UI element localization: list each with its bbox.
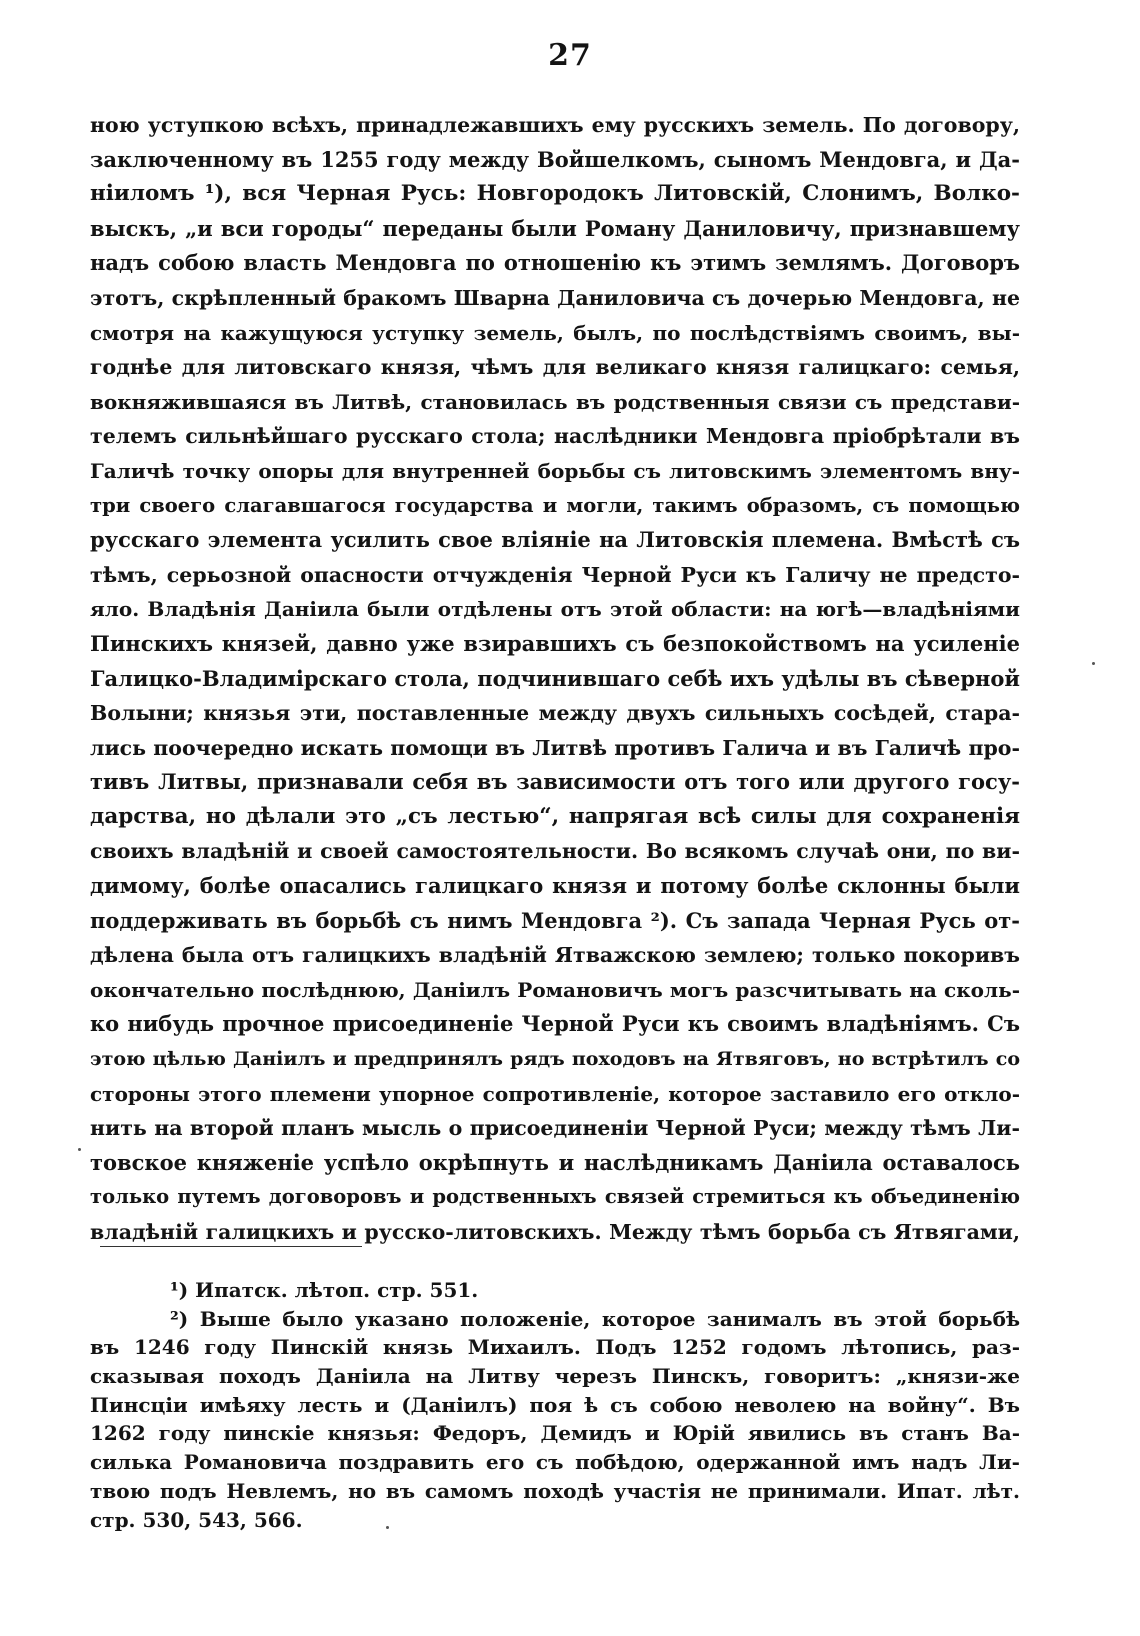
text-line: товское княженіе успѣло окрѣпнуть и наслѣдникамъ Даніила оставалось	[90, 1149, 1020, 1175]
text-line: ко нибудь прочное присоединеніе Черной Руси къ своимъ владѣніямъ. Съ	[90, 1011, 1020, 1037]
text-line: тѣмъ, серьозной опасности отчужденія Черной Руси къ Галичу не предсто-	[90, 562, 1020, 587]
text-line: димому, болѣе опасались галицкаго князя и потому болѣе склонны были	[90, 873, 1020, 899]
text-line: стороны этого племени упорное сопротивленіе, которое заставило его откло-	[90, 1081, 1020, 1106]
footnote-2-line: ²) Выше было указано положеніе, которое занималъ въ этой борьбѣ	[170, 1306, 1020, 1331]
text-line: дѣлена была отъ галицкихъ владѣній Ятважскою землею; только покоривъ	[90, 943, 1020, 968]
text-line: вокняжившаяся въ Литвѣ, становилась въ родственныя связи съ представи-	[90, 389, 1020, 414]
text-line: выскъ, „и вси городы“ переданы были Роману Даниловичу, признавшему	[90, 215, 1020, 241]
footnote-2-line: стр. 530, 543, 566.	[90, 1507, 303, 1532]
text-line: только путемъ договоровъ и родственныхъ связей стремиться къ объединенію	[90, 1185, 1020, 1209]
print-speck	[386, 1526, 389, 1529]
text-line: своихъ владѣній и своей самостоятельности. Во всякомъ случаѣ они, по ви-	[90, 839, 1020, 864]
text-line: три своего слагавшагося государства и могли, такимъ образомъ, съ помощью	[90, 493, 1020, 517]
footnote-2-line: Пинсціи имѣяху лесть и (Даніилъ) поя ѣ съ собою неволею на войну“. Въ	[90, 1392, 1020, 1417]
text-line: владѣній галицкихъ и русско-литовскихъ. Между тѣмъ борьба съ Ятвягами,	[90, 1220, 1020, 1244]
footnote-2-line: 1262 году пинскіе князья: Федоръ, Демидъ и Юрій явились въ станъ Ва-	[90, 1421, 1020, 1446]
footnote-separator	[100, 1246, 362, 1247]
text-line: ною уступкою всѣхъ, принадлежавшихъ ему русскихъ земель. По договору,	[90, 113, 1020, 137]
text-line: яло. Владѣнія Даніила были отдѣлены отъ этой области: на югѣ—владѣніями	[90, 597, 1020, 622]
text-line: нить на второй планъ мысль о присоединеніи Черной Руси; между тѣмъ Ли-	[90, 1116, 1020, 1141]
text-line: надъ собою власть Мендовга по отношенію къ этимъ землямъ. Договоръ	[90, 250, 1020, 276]
text-line: смотря на кажущуюся уступку земель, былъ, по послѣдствіямъ своимъ, вы-	[90, 320, 1020, 345]
text-line: заключенному въ 1255 году между Войшелкомъ, сыномъ Мендовга, и Да-	[90, 146, 1020, 172]
footnote-2-line: силька Романовича поздравить его съ побѣдою, одержанной имъ надъ Ли-	[90, 1450, 1020, 1475]
footnote-2-line: въ 1246 году Пинскій князь Михаилъ. Подъ 1252 годомъ лѣтопись, раз-	[90, 1335, 1020, 1360]
text-line: этою цѣлью Даніилъ и предпринялъ рядъ походовъ на Ятвяговъ, но встрѣтилъ со	[90, 1048, 1020, 1071]
text-line: этотъ, скрѣпленный бракомъ Шварна Даниловича съ дочерью Мендовга, не	[90, 285, 1020, 310]
text-line: телемъ сильнѣйшаго русскаго стола; наслѣдники Мендовга пріобрѣтали въ	[90, 424, 1020, 449]
text-line: окончательно послѣднюю, Даніилъ Романовичъ могъ разсчитывать на сколь-	[90, 977, 1020, 1002]
text-line: Пинскихъ князей, давно уже взиравшихъ съ безпокойствомъ на усиленіе	[90, 630, 1020, 656]
text-line: Волыни; князья эти, поставленные между двухъ сильныхъ сосѣдей, стара-	[90, 701, 1020, 726]
footnote-2-line: твою подъ Невлемъ, но въ самомъ походѣ участія не принимали. Ипат. лѣт.	[90, 1478, 1020, 1503]
text-line: ніиломъ ¹), вся Черная Русь: Новгородокъ Литовскій, Слонимъ, Волко-	[90, 181, 1020, 207]
body-text	[90, 108, 1020, 1250]
text-line: Галичѣ точку опоры для внутренней борьбы съ литовскимъ элементомъ вну-	[90, 458, 1020, 483]
footnote-2-line: сказывая походъ Даніила на Литву черезъ Пинскъ, говоритъ: „князи-же	[90, 1364, 1020, 1389]
footnotes	[90, 1276, 1020, 1534]
print-speck	[78, 1148, 81, 1151]
text-line: тивъ Литвы, признавали себя въ зависимости отъ того или другого госу-	[90, 769, 1020, 795]
text-line: Галицко-Владимірскаго стола, подчинившаго себѣ ихъ удѣлы въ сѣверной	[90, 665, 1020, 691]
text-line: дарства, но дѣлали это „съ лестью“, напрягая всѣ силы для сохраненія	[90, 803, 1020, 829]
footnote-1: ¹) Ипатск. лѣтоп. стр. 551.	[170, 1278, 479, 1302]
page-number: 27	[548, 38, 592, 73]
text-line: поддерживать въ борьбѣ съ нимъ Мендовга ²). Съ запада Черная Русь от-	[90, 907, 1020, 933]
text-line: русскаго элемента усилить свое вліяніе на Литовскія племена. Вмѣстѣ съ	[90, 527, 1020, 553]
text-line: лись поочередно искать помощи въ Литвѣ противъ Галича и въ Галичѣ про-	[90, 735, 1020, 760]
text-line: годнѣе для литовскаго князя, чѣмъ для великаго князя галицкаго: семья,	[90, 355, 1020, 380]
print-speck	[1092, 662, 1095, 665]
